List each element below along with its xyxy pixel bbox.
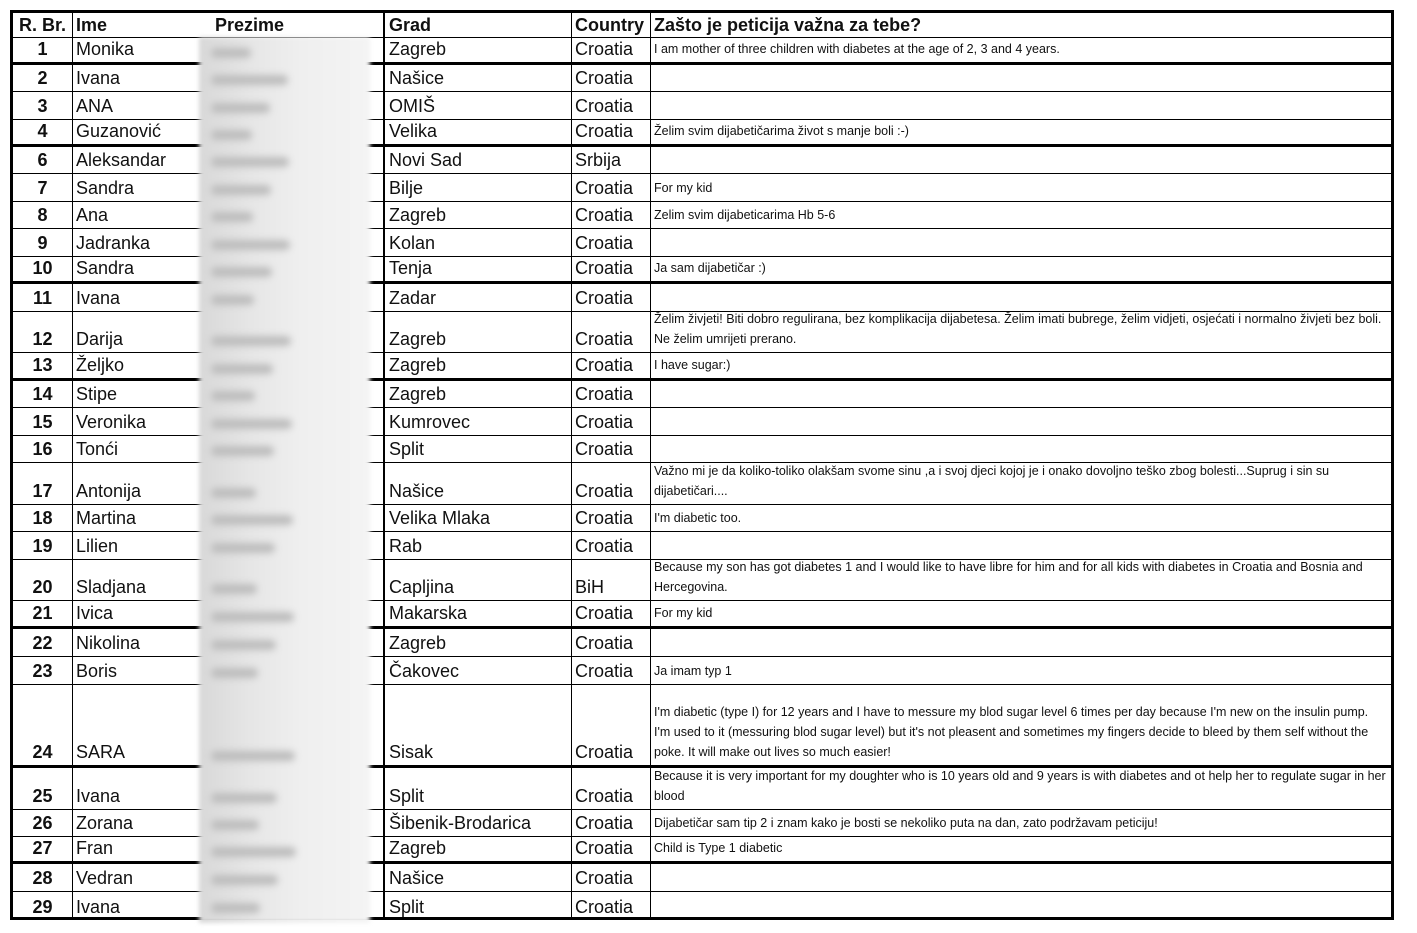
row-number: 18: [32, 508, 53, 528]
row-number: 10: [32, 258, 53, 278]
first-name: Boris: [72, 657, 212, 684]
city: OMIŠ: [383, 92, 571, 119]
country: Croatia: [571, 892, 650, 920]
redacted-text: [211, 419, 292, 429]
city: Zadar: [383, 284, 571, 311]
country: Croatia: [571, 685, 650, 765]
header-row: [13, 13, 1391, 38]
country: Croatia: [571, 381, 650, 407]
first-name: Stipe: [72, 381, 212, 407]
city: Zagreb: [383, 38, 571, 62]
first-name: Veronika: [72, 408, 212, 435]
reason: [650, 436, 1391, 462]
redacted-text: [211, 364, 273, 374]
country: Croatia: [571, 837, 650, 861]
row-number: 11: [32, 288, 53, 308]
reason: [650, 532, 1391, 559]
row-number: 3: [37, 96, 48, 116]
redacted-text: [211, 488, 256, 498]
row-number: 2: [37, 68, 48, 88]
redacted-text: [211, 668, 258, 678]
country: Srbija: [571, 147, 650, 173]
reason: [650, 629, 1391, 656]
redacted-text: [211, 515, 293, 525]
city: Velika: [383, 120, 571, 144]
first-name: Ana: [72, 202, 212, 228]
redacted-text: [211, 295, 254, 305]
row-number: 28: [32, 868, 53, 888]
first-name: Ivana: [72, 892, 212, 920]
reason: Child is Type 1 diabetic: [650, 837, 1391, 861]
country: Croatia: [571, 505, 650, 531]
city: Sisak: [383, 685, 571, 765]
country: Croatia: [571, 657, 650, 684]
reason: Because my son has got diabetes 1 and I would like to have libre for him and for all kids with diabetes in Croatia and Bosnia and Hercegovina.: [650, 560, 1391, 600]
country: Croatia: [571, 864, 650, 891]
redacted-text: [211, 847, 296, 857]
row-number: 12: [32, 329, 53, 349]
reason: [650, 229, 1391, 256]
first-name: Monika: [72, 38, 212, 62]
first-name: Ivana: [72, 768, 212, 809]
first-name: Lilien: [72, 532, 212, 559]
country: Croatia: [571, 629, 650, 656]
city: Zagreb: [383, 312, 571, 352]
reason: I'm diabetic too.: [650, 505, 1391, 531]
city: Velika Mlaka: [383, 505, 571, 531]
city: Našice: [383, 65, 571, 91]
redacted-text: [211, 543, 275, 553]
header-grad: Grad: [383, 13, 571, 37]
first-name: Antonija: [72, 463, 212, 504]
city: Zagreb: [383, 353, 571, 378]
first-name: Guzanović: [72, 120, 212, 144]
country: Croatia: [571, 768, 650, 809]
row-number: 26: [32, 813, 53, 833]
city: Split: [383, 892, 571, 920]
city: Kumrovec: [383, 408, 571, 435]
city: Split: [383, 436, 571, 462]
country: Croatia: [571, 436, 650, 462]
first-name: Vedran: [72, 864, 212, 891]
city: Našice: [383, 864, 571, 891]
reason: Dijabetičar sam tip 2 i znam kako je bosti se nekoliko puta na dan, zato podržavam peticiju!: [650, 810, 1391, 836]
row-number: 4: [37, 121, 48, 141]
header-prezime: Prezime: [215, 14, 285, 35]
row-number: 9: [37, 233, 48, 253]
redacted-text: [211, 75, 288, 85]
first-name: Sandra: [72, 257, 212, 281]
redacted-text: [211, 751, 295, 761]
first-name: ANA: [72, 92, 212, 119]
redacted-text: [211, 240, 290, 250]
reason: [650, 408, 1391, 435]
country: Croatia: [571, 38, 650, 62]
header-num: R. Br.: [18, 14, 66, 35]
redacted-text: [211, 640, 276, 650]
row-number: 1: [37, 39, 48, 59]
reason: Važno mi je da koliko-toliko olakšam svome sinu ,a i svoj djeci kojoj je i onako dovoljno teško zbog bolesti...Suprug i sin su dijabetičari....: [650, 463, 1391, 504]
country: Croatia: [571, 229, 650, 256]
city: Čakovec: [383, 657, 571, 684]
redacted-text: [211, 820, 259, 830]
first-name: Ivica: [72, 601, 212, 626]
redacted-text: [211, 446, 274, 456]
city: Bilje: [383, 174, 571, 201]
reason: I have sugar:): [650, 353, 1391, 378]
city: Zagreb: [383, 837, 571, 861]
city: Capljina: [383, 560, 571, 600]
row-number: 7: [37, 178, 48, 198]
city: Tenja: [383, 257, 571, 281]
country: Croatia: [571, 120, 650, 144]
row-number: 21: [32, 603, 53, 623]
reason: Zelim svim dijabeticarima Hb 5-6: [650, 202, 1391, 228]
redacted-text: [211, 157, 289, 167]
reason: For my kid: [650, 174, 1391, 201]
redacted-text: [211, 48, 251, 58]
city: Rab: [383, 532, 571, 559]
country: Croatia: [571, 92, 650, 119]
city: Kolan: [383, 229, 571, 256]
reason: [650, 65, 1391, 91]
redacted-text: [211, 612, 294, 622]
reason: For my kid: [650, 601, 1391, 626]
header-why: Zašto je peticija važna za tebe?: [650, 13, 1391, 37]
country: Croatia: [571, 601, 650, 626]
row-number: 24: [32, 742, 53, 762]
first-name: Ivana: [72, 284, 212, 311]
city: Šibenik-Brodarica: [383, 810, 571, 836]
redacted-text: [211, 336, 291, 346]
redacted-text: [211, 793, 277, 803]
redacted-text: [211, 185, 271, 195]
first-name: Aleksandar: [72, 147, 212, 173]
reason: [650, 864, 1391, 891]
first-name: Zorana: [72, 810, 212, 836]
country: Croatia: [571, 202, 650, 228]
reason: [650, 284, 1391, 311]
redacted-text: [211, 130, 252, 140]
header-country: Country: [571, 13, 650, 37]
first-name: Martina: [72, 505, 212, 531]
reason: Because it is very important for my doughter who is 10 years old and 9 years is with diabetes and ot help her to regulate sugar in her blood: [650, 768, 1391, 809]
reason: I'm diabetic (type I) for 12 years and I have to messure my blod sugar level 6 times per day because I'm new on the insulin pump. I'm used to it (messuring blod sugar level) but it's not pleasent and sometimes my fingers decide to bleed by them self without the poke. It will make out lives so much easier!: [650, 685, 1391, 765]
row-number: 22: [32, 633, 53, 653]
country: Croatia: [571, 257, 650, 281]
country: Croatia: [571, 312, 650, 352]
first-name: Sandra: [72, 174, 212, 201]
first-name: Jadranka: [72, 229, 212, 256]
row-number: 19: [32, 536, 53, 556]
first-name: Sladjana: [72, 560, 212, 600]
country: Croatia: [571, 174, 650, 201]
reason: Želim živjeti! Biti dobro regulirana, bez komplikacija dijabetesa. Želim imati bubrege, želim vidjeti, osjećati i normalno živjeti bez boli. Ne želim umrijeti prerano.: [650, 312, 1391, 352]
reason: I am mother of three children with diabetes at the age of 2, 3 and 4 years.: [650, 38, 1391, 62]
row-number: 15: [32, 412, 53, 432]
first-name: Tonći: [72, 436, 212, 462]
redacted-text: [211, 391, 255, 401]
city: Novi Sad: [383, 147, 571, 173]
redacted-text: [211, 875, 278, 885]
reason: [650, 381, 1391, 407]
city: Makarska: [383, 601, 571, 626]
row-number: 23: [32, 661, 53, 681]
first-name: Ivana: [72, 65, 212, 91]
reason: Ja sam dijabetičar :): [650, 257, 1391, 281]
redacted-text: [211, 267, 272, 277]
row-number: 8: [37, 205, 48, 225]
city: Zagreb: [383, 629, 571, 656]
first-name: SARA: [72, 685, 212, 765]
country: Croatia: [571, 284, 650, 311]
first-name: Fran: [72, 837, 212, 861]
redacted-surname-column: [199, 37, 370, 923]
reason: Ja imam typ 1: [650, 657, 1391, 684]
redacted-text: [211, 212, 253, 222]
country: Croatia: [571, 65, 650, 91]
reason: [650, 147, 1391, 173]
reason: Želim svim dijabetičarima život s manje boli :-): [650, 120, 1391, 144]
first-name: Darija: [72, 312, 212, 352]
reason: [650, 92, 1391, 119]
country: Croatia: [571, 810, 650, 836]
redacted-text: [211, 903, 260, 913]
row-number: 27: [32, 838, 53, 858]
country: Croatia: [571, 463, 650, 504]
row-number: 14: [32, 384, 53, 404]
header-ime: Ime: [72, 13, 212, 37]
row-number: 17: [32, 481, 53, 501]
country: Croatia: [571, 353, 650, 378]
country: Croatia: [571, 532, 650, 559]
row-number: 16: [32, 439, 53, 459]
city: Zagreb: [383, 381, 571, 407]
city: Split: [383, 768, 571, 809]
row-number: 13: [32, 355, 53, 375]
redacted-text: [211, 584, 257, 594]
first-name: Nikolina: [72, 629, 212, 656]
row-number: 25: [32, 786, 53, 806]
country: BiH: [571, 560, 650, 600]
reason: [650, 892, 1391, 920]
row-number: 20: [32, 577, 53, 597]
redacted-text: [211, 103, 270, 113]
city: Zagreb: [383, 202, 571, 228]
city: Našice: [383, 463, 571, 504]
first-name: Željko: [72, 353, 212, 378]
row-number: 29: [32, 897, 53, 917]
country: Croatia: [571, 408, 650, 435]
row-number: 6: [37, 150, 48, 170]
